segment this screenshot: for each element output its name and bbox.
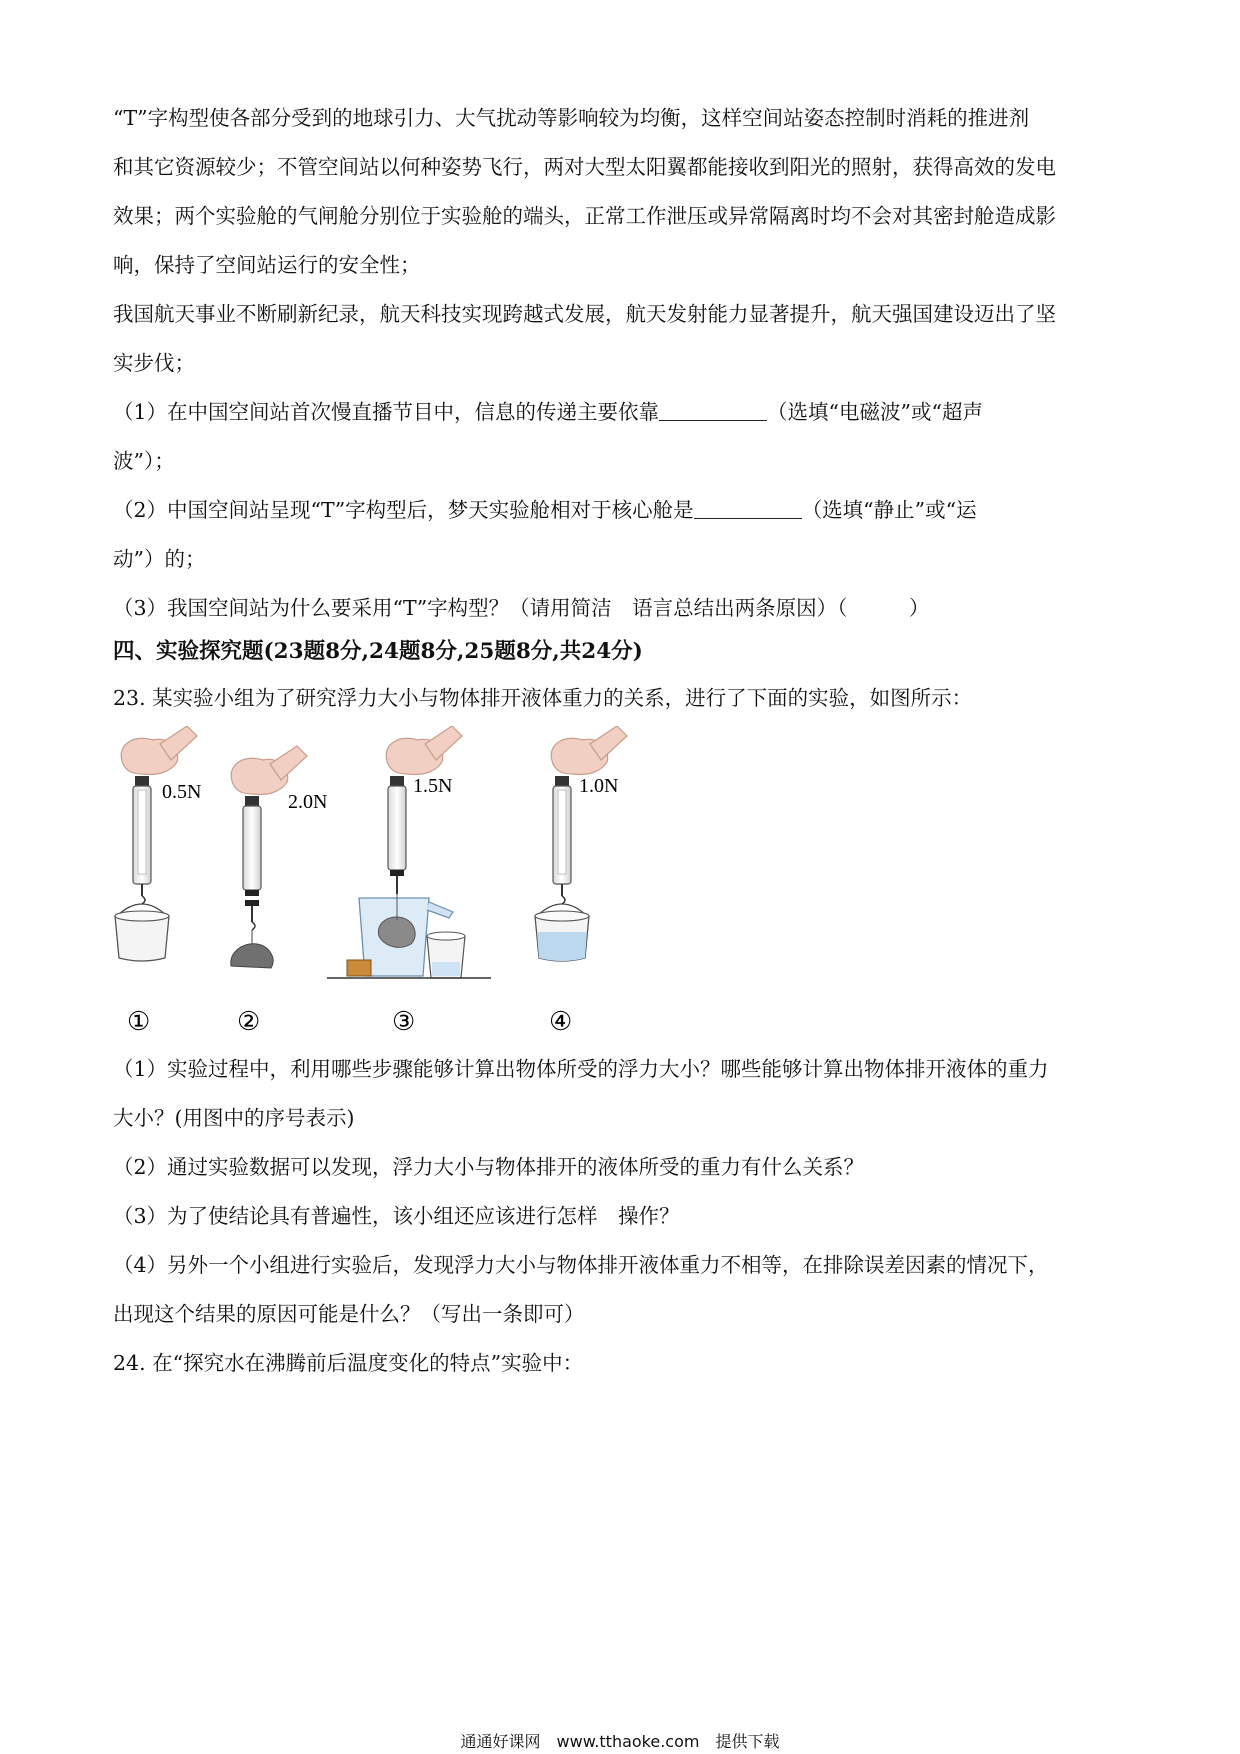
section-heading: 四、实验探究题(23题8分,24题8分,25题8分,共24分) [113, 639, 643, 664]
paragraph-line: 我国航天事业不断刷新纪录，航天科技实现跨越式发展，航天发射能力显著提升，航天强国建设迈出了坚 [113, 302, 1056, 326]
reading-3: 1.5N [413, 775, 453, 797]
question-text: （2）中国空间站呈现“T”字构型后，梦天实验舱相对于核心舱是 [113, 498, 694, 522]
paragraph-line: 和其它资源较少；不管空间站以何种姿势飞行，两对大型太阳翼都能接收到阳光的照射，获得高效的发电 [113, 155, 1056, 179]
question-text: （选填“电磁波”或“超声 [767, 400, 983, 424]
reading-2: 2.0N [288, 791, 328, 813]
question-22-2 [113, 496, 1133, 524]
question-22-3: （3）我国空间站为什么要采用“T”字构型？（请用简洁 语言总结出两条原因）（ ） [113, 596, 930, 620]
balance-2 [231, 746, 307, 968]
question-23-stem: 23. 某实验小组为了研究浮力大小与物体排开液体重力的关系，进行了下面的实验，如图所示： [113, 686, 973, 710]
step-label-2: ② [237, 1007, 261, 1036]
question-24-stem: 24. 在“探究水在沸腾前后温度变化的特点”实验中： [113, 1351, 584, 1375]
answer-blank[interactable] [694, 498, 802, 519]
question-23-1b: 大小？(用图中的序号表示) [113, 1106, 355, 1130]
balance-4 [535, 726, 627, 961]
question-text: 波”）； [113, 449, 175, 473]
balance-1 [115, 726, 197, 961]
question-22-1 [113, 398, 1133, 426]
step-label-3: ③ [392, 1007, 416, 1036]
experiment-figure [105, 726, 705, 1046]
paragraph-line: “T”字构型使各部分受到的地球引力、大气扰动等影响较为均衡，这样空间站姿态控制时消耗的推进剂 [113, 106, 1030, 130]
question-23-4b: 出现这个结果的原因可能是什么？（写出一条即可） [113, 1302, 585, 1326]
question-23-4a: （4）另外一个小组进行实验后，发现浮力大小与物体排开液体重力不相等，在排除误差因素的情况下， [113, 1253, 1049, 1277]
question-23-1a: （1）实验过程中，利用哪些步骤能够计算出物体所受的浮力大小？哪些能够计算出物体排开液体的重力 [113, 1057, 1049, 1081]
question-23-2: （2）通过实验数据可以发现，浮力大小与物体排开的液体所受的重力有什么关系？ [113, 1155, 865, 1179]
question-text: （1）在中国空间站首次慢直播节目中，信息的传递主要依靠 [113, 400, 660, 424]
reading-4: 1.0N [579, 775, 619, 797]
page-footer: 通通好课网 www.tthaoke.com 提供下载 [460, 1732, 780, 1751]
paragraph-line: 响，保持了空间站运行的安全性； [113, 253, 421, 277]
question-text: 动”）的； [113, 547, 206, 571]
balance-3 [327, 726, 491, 978]
reading-1: 0.5N [162, 781, 202, 803]
question-23-3: （3）为了使结论具有普遍性，该小组还应该进行怎样 操作？ [113, 1204, 680, 1228]
paragraph-line: 实步伐； [113, 351, 195, 375]
step-label-4: ④ [549, 1007, 573, 1036]
step-label-1: ① [127, 1007, 151, 1036]
paragraph-line: 效果；两个实验舱的气闸舱分别位于实验舱的端头，正常工作泄压或异常隔离时均不会对其密封舱造成影 [113, 204, 1056, 228]
answer-blank[interactable] [659, 400, 767, 421]
question-text: （选填“静止”或“运 [801, 498, 977, 522]
